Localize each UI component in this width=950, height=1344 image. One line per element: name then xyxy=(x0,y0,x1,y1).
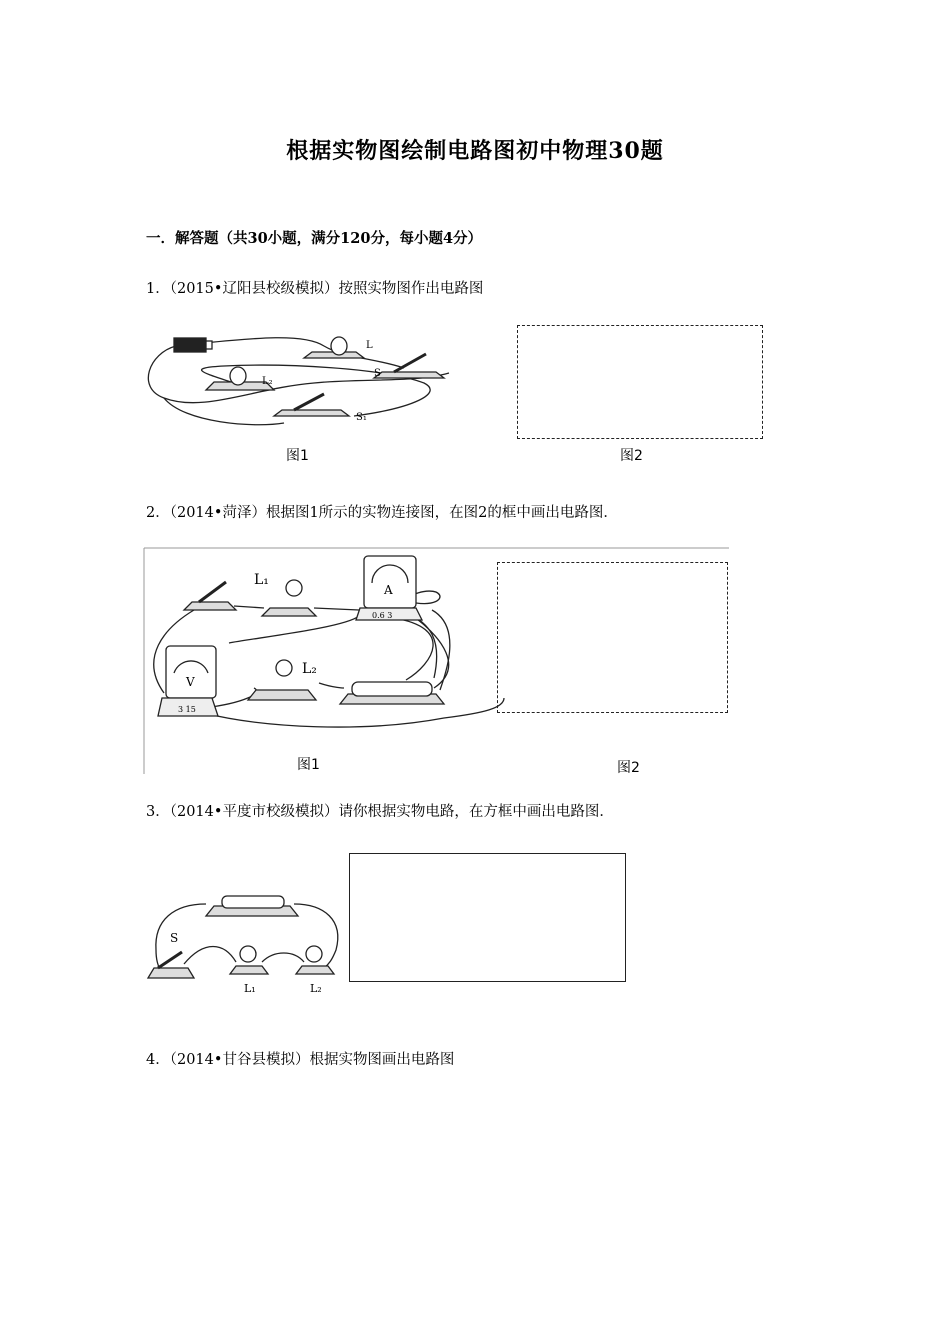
voltmeter-scale: 3 15 xyxy=(178,705,196,714)
figure-2-caption: 图2 xyxy=(620,448,643,464)
question-text: （2014•甘谷县模拟）根据实物图画出电路图 xyxy=(169,1052,455,1068)
label-l1: L₁ xyxy=(254,572,269,588)
figure-3-circuit-photo xyxy=(144,890,344,996)
question-3 xyxy=(146,800,614,821)
question-text: （2014•平度市校级模拟）请你根据实物电路，在方框中画出电路图． xyxy=(169,804,614,820)
label-s: S xyxy=(170,931,179,945)
answer-box-2 xyxy=(497,562,728,713)
question-text: （2014•菏泽）根据图1所示的实物连接图，在图2的框中画出电路图． xyxy=(169,505,618,521)
figure-1-caption: 图1 xyxy=(297,757,320,773)
section-heading: 一．解答题（共30小题，满分120分，每小题4分） xyxy=(146,230,483,247)
question-number: 1． xyxy=(146,281,170,297)
ammeter-label: A xyxy=(384,583,393,597)
figure-1-caption: 图1 xyxy=(286,448,309,464)
label-l1: L₁ xyxy=(244,982,256,995)
label-l2: L₂ xyxy=(262,376,273,387)
label-l2: L₂ xyxy=(310,982,322,995)
question-number: 2． xyxy=(146,505,170,521)
page-title: 根据实物图绘制电路图初中物理30题 xyxy=(286,138,664,164)
label-l1: L xyxy=(366,340,373,351)
answer-box-3 xyxy=(349,853,626,982)
question-number: 4． xyxy=(146,1052,170,1068)
question-text: （2015•辽阳县校级模拟）按照实物图作出电路图 xyxy=(169,281,484,297)
question-1 xyxy=(146,277,483,298)
label-s: S xyxy=(374,368,381,379)
figure-2-caption: 图2 xyxy=(617,760,640,776)
ammeter-scale: 0.6 3 xyxy=(372,611,393,620)
question-2 xyxy=(146,501,618,522)
label-s1: S₁ xyxy=(356,412,367,423)
label-l2: L₂ xyxy=(302,661,317,677)
question-number: 3． xyxy=(146,804,170,820)
figure-1-circuit-photo xyxy=(144,328,454,438)
question-4 xyxy=(146,1048,454,1069)
voltmeter-label: V xyxy=(186,675,195,689)
answer-box-1 xyxy=(517,325,763,439)
